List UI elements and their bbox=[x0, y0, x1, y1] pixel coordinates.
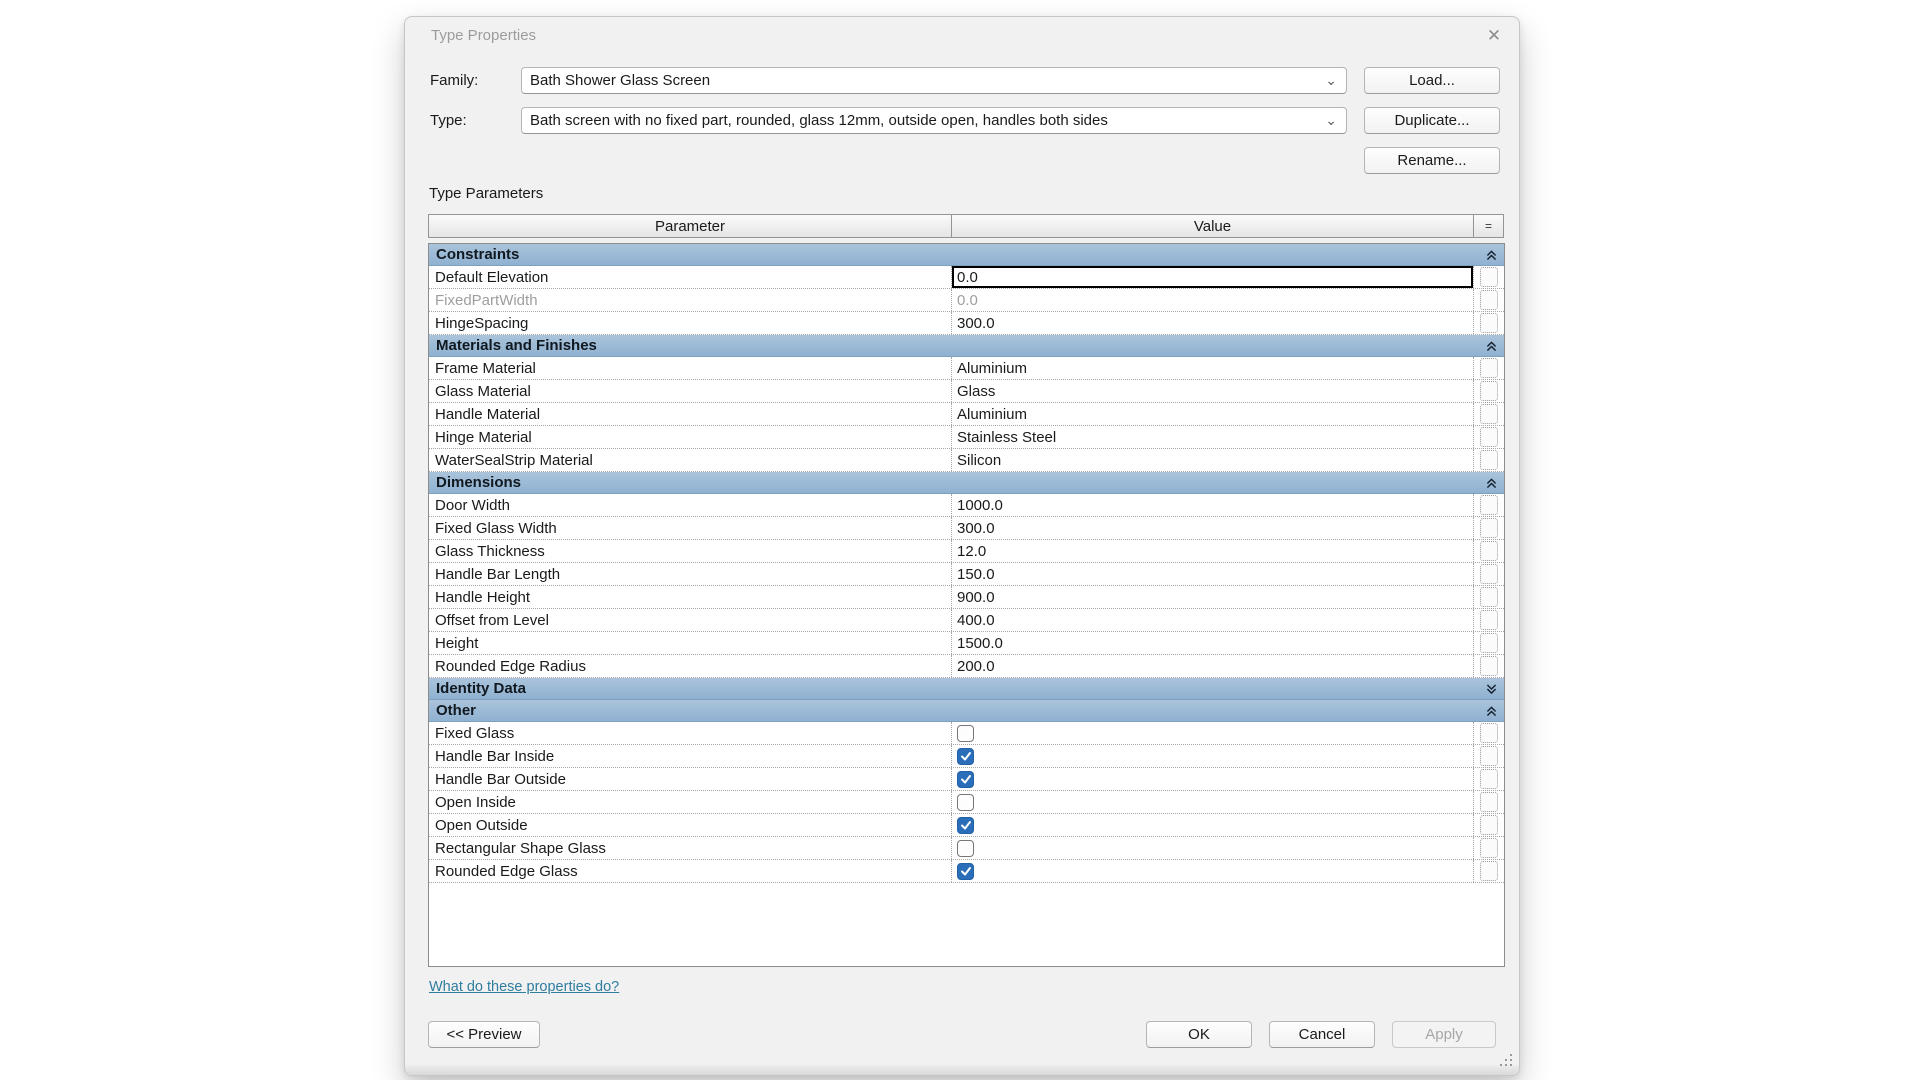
table-header-row bbox=[428, 214, 1505, 238]
associate-cell bbox=[1474, 517, 1504, 539]
dialog-title: Type Properties bbox=[431, 26, 537, 44]
associate-cell bbox=[1474, 745, 1504, 767]
type-label: Type: bbox=[430, 112, 467, 129]
associate-cell bbox=[1474, 266, 1504, 288]
associate-cell bbox=[1474, 860, 1504, 882]
checkbox[interactable] bbox=[957, 748, 974, 765]
parameter-cell: WaterSealStrip Material bbox=[429, 449, 952, 471]
table-row bbox=[429, 403, 1504, 426]
checkbox[interactable] bbox=[957, 817, 974, 834]
associate-cell bbox=[1474, 768, 1504, 790]
table-row bbox=[429, 289, 1504, 312]
checkbox[interactable] bbox=[957, 771, 974, 788]
checkbox[interactable] bbox=[957, 840, 974, 857]
associate-cell bbox=[1474, 563, 1504, 585]
section-header-materials-and-finishes[interactable] bbox=[429, 335, 1504, 357]
section-title: Materials and Finishes bbox=[436, 337, 597, 354]
associate-parameter-button[interactable] bbox=[1480, 541, 1498, 561]
value-cell[interactable] bbox=[952, 722, 1474, 744]
checkbox[interactable] bbox=[957, 794, 974, 811]
parameter-cell: HingeSpacing bbox=[429, 312, 952, 334]
parameter-cell: Hinge Material bbox=[429, 426, 952, 448]
type-combobox[interactable] bbox=[521, 107, 1347, 134]
value-text: 12.0 bbox=[957, 542, 987, 560]
checkbox[interactable] bbox=[957, 725, 974, 742]
collapse-section-icon bbox=[1486, 340, 1497, 352]
close-icon: ✕ bbox=[1486, 26, 1502, 45]
value-text: 300.0 bbox=[957, 314, 995, 332]
associate-cell bbox=[1474, 791, 1504, 813]
type-parameters-label: Type Parameters bbox=[429, 185, 544, 202]
value-text: 0.0 bbox=[957, 291, 978, 309]
value-cell[interactable] bbox=[952, 403, 1474, 425]
table-row bbox=[429, 517, 1504, 540]
parameter-cell: Rounded Edge Glass bbox=[429, 860, 952, 882]
value-cell[interactable] bbox=[952, 563, 1474, 585]
value-text: Glass bbox=[957, 382, 996, 400]
apply-button: Apply bbox=[1392, 1021, 1496, 1048]
parameter-cell: Door Width bbox=[429, 494, 952, 516]
table-row bbox=[429, 312, 1504, 335]
family-combobox[interactable] bbox=[521, 67, 1347, 94]
associate-parameter-button[interactable] bbox=[1480, 290, 1498, 310]
table-row bbox=[429, 586, 1504, 609]
cancel-button[interactable]: Cancel bbox=[1269, 1021, 1375, 1048]
associate-cell bbox=[1474, 655, 1504, 677]
associate-cell bbox=[1474, 494, 1504, 516]
title-bar bbox=[405, 17, 1519, 53]
resize-grip[interactable] bbox=[1498, 1052, 1512, 1066]
preview-button[interactable]: << Preview bbox=[428, 1021, 540, 1048]
checkmark-icon bbox=[960, 750, 972, 762]
associate-parameter-button[interactable] bbox=[1480, 610, 1498, 630]
value-cell[interactable] bbox=[952, 380, 1474, 402]
parameter-cell: FixedPartWidth bbox=[429, 289, 952, 311]
parameter-cell: Open Outside bbox=[429, 814, 952, 836]
value-cell[interactable] bbox=[952, 745, 1474, 767]
associate-parameter-button[interactable] bbox=[1480, 723, 1498, 743]
value-text: Aluminium bbox=[957, 405, 1028, 423]
parameter-cell: Handle Height bbox=[429, 586, 952, 608]
value-cell[interactable] bbox=[952, 517, 1474, 539]
checkmark-icon bbox=[960, 865, 972, 877]
chevron-down-icon[interactable]: ⌄ bbox=[1325, 72, 1337, 88]
table-row bbox=[429, 540, 1504, 563]
value-cell[interactable] bbox=[952, 791, 1474, 813]
parameter-cell: Frame Material bbox=[429, 357, 952, 379]
column-header-value: Value bbox=[951, 214, 1474, 238]
close-button[interactable] bbox=[1479, 23, 1509, 49]
family-value: Bath Shower Glass Screen bbox=[530, 72, 711, 89]
value-cell[interactable] bbox=[952, 860, 1474, 882]
associate-parameter-button[interactable] bbox=[1480, 792, 1498, 812]
value-text: 400.0 bbox=[957, 611, 995, 629]
associate-cell bbox=[1474, 403, 1504, 425]
associate-cell bbox=[1474, 837, 1504, 859]
type-properties-dialog bbox=[404, 16, 1520, 1076]
chevron-down-icon[interactable]: ⌄ bbox=[1325, 112, 1337, 128]
checkbox[interactable] bbox=[957, 863, 974, 880]
value-cell[interactable] bbox=[952, 586, 1474, 608]
associate-cell bbox=[1474, 449, 1504, 471]
associate-cell bbox=[1474, 357, 1504, 379]
associate-cell bbox=[1474, 540, 1504, 562]
associate-parameter-button[interactable] bbox=[1480, 358, 1498, 378]
value-text: Aluminium bbox=[957, 359, 1028, 377]
associate-cell bbox=[1474, 426, 1504, 448]
table-row bbox=[429, 837, 1504, 860]
associate-cell bbox=[1474, 289, 1504, 311]
value-cell[interactable] bbox=[952, 426, 1474, 448]
expand-section-icon bbox=[1486, 683, 1497, 695]
associate-cell bbox=[1474, 380, 1504, 402]
associate-parameter-button[interactable] bbox=[1480, 495, 1498, 515]
parameter-cell: Handle Material bbox=[429, 403, 952, 425]
parameter-cell: Fixed Glass Width bbox=[429, 517, 952, 539]
table-empty-area bbox=[429, 883, 1504, 966]
value-text: Stainless Steel bbox=[957, 428, 1057, 446]
value-text: 0.0 bbox=[957, 268, 978, 286]
section-title: Dimensions bbox=[436, 474, 522, 491]
table-row bbox=[429, 609, 1504, 632]
column-header-associate: = bbox=[1473, 214, 1504, 238]
value-text: 1000.0 bbox=[957, 496, 1003, 514]
associate-parameter-button[interactable] bbox=[1480, 656, 1498, 676]
checkmark-icon bbox=[960, 773, 972, 785]
associate-parameter-button[interactable] bbox=[1480, 746, 1498, 766]
associate-cell bbox=[1474, 814, 1504, 836]
parameter-cell: Glass Thickness bbox=[429, 540, 952, 562]
rename-button[interactable]: Rename... bbox=[1364, 147, 1500, 174]
section-header-constraints[interactable] bbox=[429, 244, 1504, 266]
associate-parameter-button[interactable] bbox=[1480, 518, 1498, 538]
associate-parameter-button[interactable] bbox=[1480, 267, 1498, 287]
associate-cell bbox=[1474, 722, 1504, 744]
value-text: 900.0 bbox=[957, 588, 995, 606]
column-header-parameter: Parameter bbox=[428, 214, 952, 238]
duplicate-button[interactable]: Duplicate... bbox=[1364, 107, 1500, 134]
associate-parameter-button[interactable] bbox=[1480, 381, 1498, 401]
table-row bbox=[429, 791, 1504, 814]
associate-parameter-button[interactable] bbox=[1480, 313, 1498, 333]
table-row bbox=[429, 860, 1504, 883]
parameters-table bbox=[428, 214, 1505, 967]
value-cell[interactable] bbox=[952, 312, 1474, 334]
value-text: 150.0 bbox=[957, 565, 995, 583]
parameter-cell: Rectangular Shape Glass bbox=[429, 837, 952, 859]
value-cell[interactable] bbox=[952, 357, 1474, 379]
table-row bbox=[429, 768, 1504, 791]
table-row bbox=[429, 357, 1504, 380]
collapse-section-icon bbox=[1486, 705, 1497, 717]
section-title: Constraints bbox=[436, 246, 520, 263]
associate-parameter-button[interactable] bbox=[1480, 861, 1498, 881]
value-cell[interactable] bbox=[952, 837, 1474, 859]
parameter-cell: Handle Bar Outside bbox=[429, 768, 952, 790]
associate-parameter-button[interactable] bbox=[1480, 587, 1498, 607]
help-link[interactable]: What do these properties do? bbox=[429, 979, 620, 995]
value-cell bbox=[952, 289, 1474, 311]
associate-parameter-button[interactable] bbox=[1480, 633, 1498, 653]
associate-cell bbox=[1474, 609, 1504, 631]
associate-parameter-button[interactable] bbox=[1480, 450, 1498, 470]
associate-parameter-button[interactable] bbox=[1480, 838, 1498, 858]
value-text: 1500.0 bbox=[957, 634, 1003, 652]
value-cell[interactable] bbox=[952, 266, 1474, 288]
section-header-identity-data[interactable] bbox=[429, 678, 1504, 700]
table-row bbox=[429, 722, 1504, 745]
ok-button[interactable]: OK bbox=[1146, 1021, 1252, 1048]
table-row bbox=[429, 814, 1504, 837]
value-cell[interactable] bbox=[952, 655, 1474, 677]
value-cell[interactable] bbox=[952, 768, 1474, 790]
value-cell[interactable] bbox=[952, 632, 1474, 654]
family-label: Family: bbox=[430, 72, 479, 89]
parameter-cell: Fixed Glass bbox=[429, 722, 952, 744]
section-header-dimensions[interactable] bbox=[429, 472, 1504, 494]
table-row bbox=[429, 380, 1504, 403]
parameter-cell: Height bbox=[429, 632, 952, 654]
value-cell[interactable] bbox=[952, 449, 1474, 471]
table-row bbox=[429, 494, 1504, 517]
table-row bbox=[429, 449, 1504, 472]
associate-parameter-button[interactable] bbox=[1480, 769, 1498, 789]
associate-parameter-button[interactable] bbox=[1480, 427, 1498, 447]
parameter-cell: Rounded Edge Radius bbox=[429, 655, 952, 677]
type-value: Bath screen with no fixed part, rounded, glass 12mm, outside open, handles both sides bbox=[530, 112, 1108, 129]
section-title: Other bbox=[436, 702, 477, 719]
parameter-cell: Offset from Level bbox=[429, 609, 952, 631]
parameter-cell: Glass Material bbox=[429, 380, 952, 402]
value-cell[interactable] bbox=[952, 494, 1474, 516]
associate-parameter-button[interactable] bbox=[1480, 815, 1498, 835]
collapse-section-icon bbox=[1486, 477, 1497, 489]
value-text: 200.0 bbox=[957, 657, 995, 675]
section-header-other[interactable] bbox=[429, 700, 1504, 722]
value-cell[interactable] bbox=[952, 814, 1474, 836]
value-cell[interactable] bbox=[952, 609, 1474, 631]
associate-parameter-button[interactable] bbox=[1480, 404, 1498, 424]
value-cell[interactable] bbox=[952, 540, 1474, 562]
parameter-cell: Open Inside bbox=[429, 791, 952, 813]
parameter-cell: Handle Bar Length bbox=[429, 563, 952, 585]
load-button[interactable]: Load... bbox=[1364, 67, 1500, 94]
section-title: Identity Data bbox=[436, 680, 527, 697]
checkmark-icon bbox=[960, 819, 972, 831]
table-row bbox=[429, 426, 1504, 449]
table-row bbox=[429, 632, 1504, 655]
parameter-cell: Default Elevation bbox=[429, 266, 952, 288]
parameters-table-body bbox=[428, 243, 1505, 967]
parameter-cell: Handle Bar Inside bbox=[429, 745, 952, 767]
associate-cell bbox=[1474, 586, 1504, 608]
value-text: Silicon bbox=[957, 451, 1002, 469]
table-row bbox=[429, 266, 1504, 289]
associate-parameter-button[interactable] bbox=[1480, 564, 1498, 584]
collapse-section-icon bbox=[1486, 249, 1497, 261]
table-row bbox=[429, 745, 1504, 768]
table-row bbox=[429, 655, 1504, 678]
associate-cell bbox=[1474, 312, 1504, 334]
associate-cell bbox=[1474, 632, 1504, 654]
table-row bbox=[429, 563, 1504, 586]
value-text: 300.0 bbox=[957, 519, 995, 537]
